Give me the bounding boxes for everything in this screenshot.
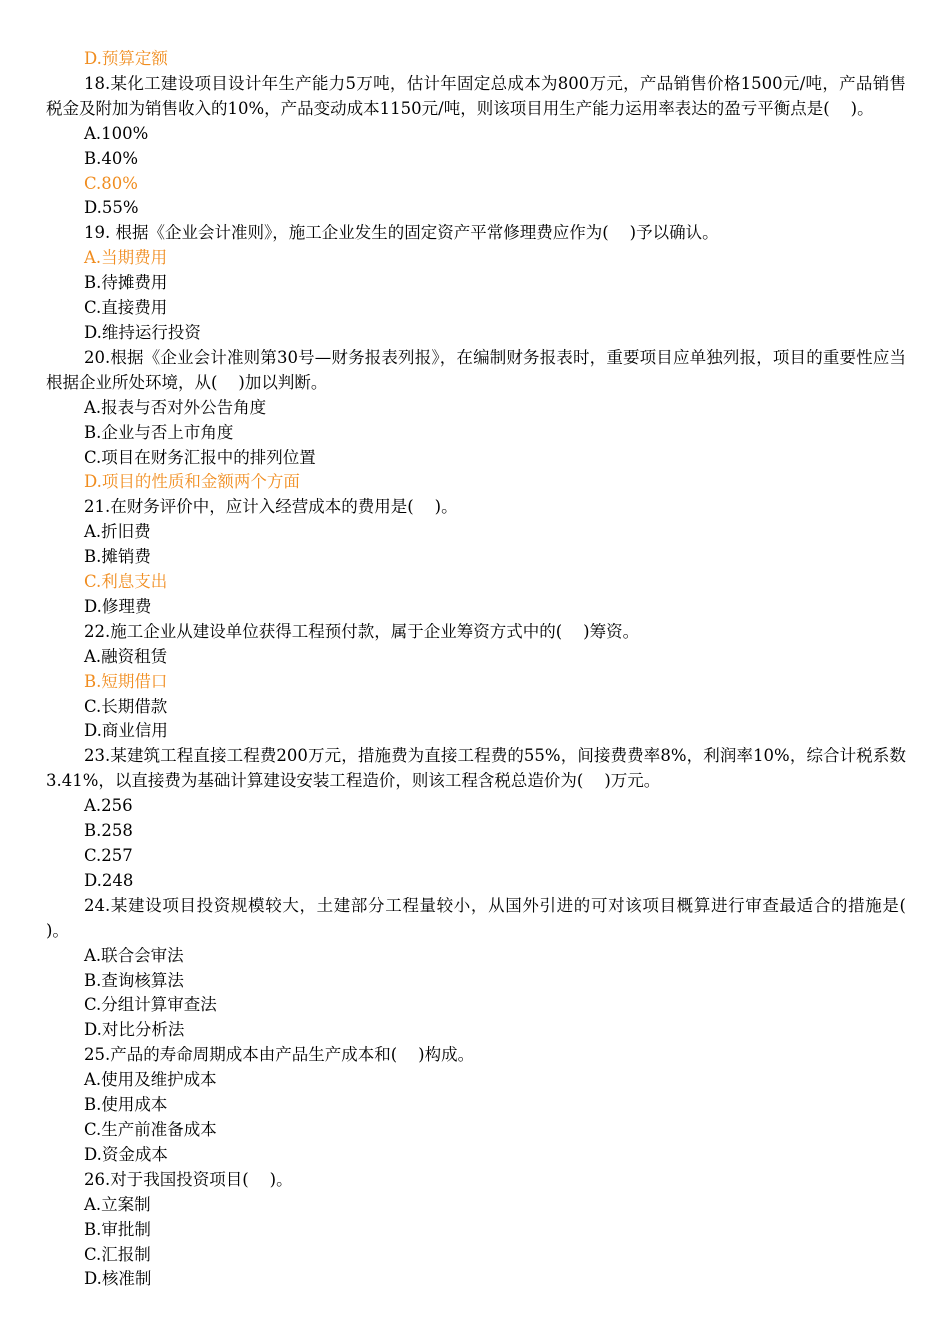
option: B.40% <box>84 148 139 168</box>
option: D.资金成本 <box>84 1144 168 1164</box>
option: C.长期借款 <box>84 696 168 716</box>
answer-option: B.短期借口 <box>84 671 168 691</box>
question-stem: 22.施工企业从建设单位获得工程预付款，属于企业筹资方式中的( )筹资。 <box>84 621 640 641</box>
option: B.审批制 <box>84 1219 151 1239</box>
option: A.使用及维护成本 <box>84 1070 217 1090</box>
option: C.项目在财务汇报中的排列位置 <box>84 447 316 467</box>
answer-option: D.项目的性质和金额两个方面 <box>84 472 300 492</box>
answer-option: C.80% <box>84 173 138 193</box>
question-stem: 18.某化工建设项目设计年生产能力5万吨，估计年固定总成本为800万元，产品销售价格1500元/吨，产品销售税金及附加为销售收入的10%，产品变动成本1150元/吨，则该项目用生产能力运用率表达的盈亏平衡点是( )。 <box>46 73 906 118</box>
option: D.维持运行投资 <box>84 322 201 342</box>
question-stem: 19. 根据《企业会计准则》，施工企业发生的固定资产平常修理费应作为( )予以确认。 <box>84 223 719 243</box>
option: A.100% <box>84 123 149 143</box>
answer-option: C.利息支出 <box>84 572 168 592</box>
option: D.对比分析法 <box>84 1020 185 1040</box>
question-stem: 21.在财务评价中，应计入经营成本的费用是( )。 <box>84 497 458 517</box>
option: D.55% <box>84 198 139 218</box>
option: D.修理费 <box>84 596 152 616</box>
option: C.分组计算审查法 <box>84 995 217 1015</box>
option: A.融资租赁 <box>84 646 168 666</box>
option: B.258 <box>84 821 133 841</box>
option: D.248 <box>84 870 134 890</box>
exam-document <box>46 47 927 1292</box>
question-stem: 26.对于我国投资项目( )。 <box>84 1169 293 1189</box>
option: C.汇报制 <box>84 1244 151 1264</box>
option: A.报表与否对外公告角度 <box>84 397 267 417</box>
question-stem: 24.某建设项目投资规模较大，土建部分工程量较小，从国外引进的可对该项目概算进行审查最适合的措施是( )。 <box>46 895 927 940</box>
option: C.生产前准备成本 <box>84 1119 217 1139</box>
question-stem: 23.某建筑工程直接工程费200万元，措施费为直接工程费的55%，间接费费率8%，利润率10%，综合计税系数3.41%，以直接费为基础计算建设安装工程造价，则该工程含税总造价为( )万元。 <box>46 746 906 791</box>
option: A.联合会审法 <box>84 945 184 965</box>
question-stem: 20.根据《企业会计准则第30号—财务报表列报》，在编制财务报表时，重要项目应单独列报，项目的重要性应当根据企业所处环境，从( )加以判断。 <box>46 347 906 392</box>
option: A.256 <box>84 796 133 816</box>
option: B.使用成本 <box>84 1095 168 1115</box>
answer-option: A.当期费用 <box>84 248 168 268</box>
option: B.企业与否上市角度 <box>84 422 234 442</box>
option: B.摊销费 <box>84 547 151 567</box>
option: C.257 <box>84 846 133 865</box>
option: D.商业信用 <box>84 721 168 741</box>
option: D.核准制 <box>84 1269 152 1289</box>
option: B.待摊费用 <box>84 273 168 293</box>
option: B.查询核算法 <box>84 970 184 990</box>
question-stem: 25.产品的寿命周期成本由产品生产成本和( )构成。 <box>84 1045 475 1065</box>
option: A.折旧费 <box>84 522 151 542</box>
option: A.立案制 <box>84 1194 151 1214</box>
answer-option: D.预算定额 <box>84 49 168 68</box>
option: C.直接费用 <box>84 298 168 318</box>
